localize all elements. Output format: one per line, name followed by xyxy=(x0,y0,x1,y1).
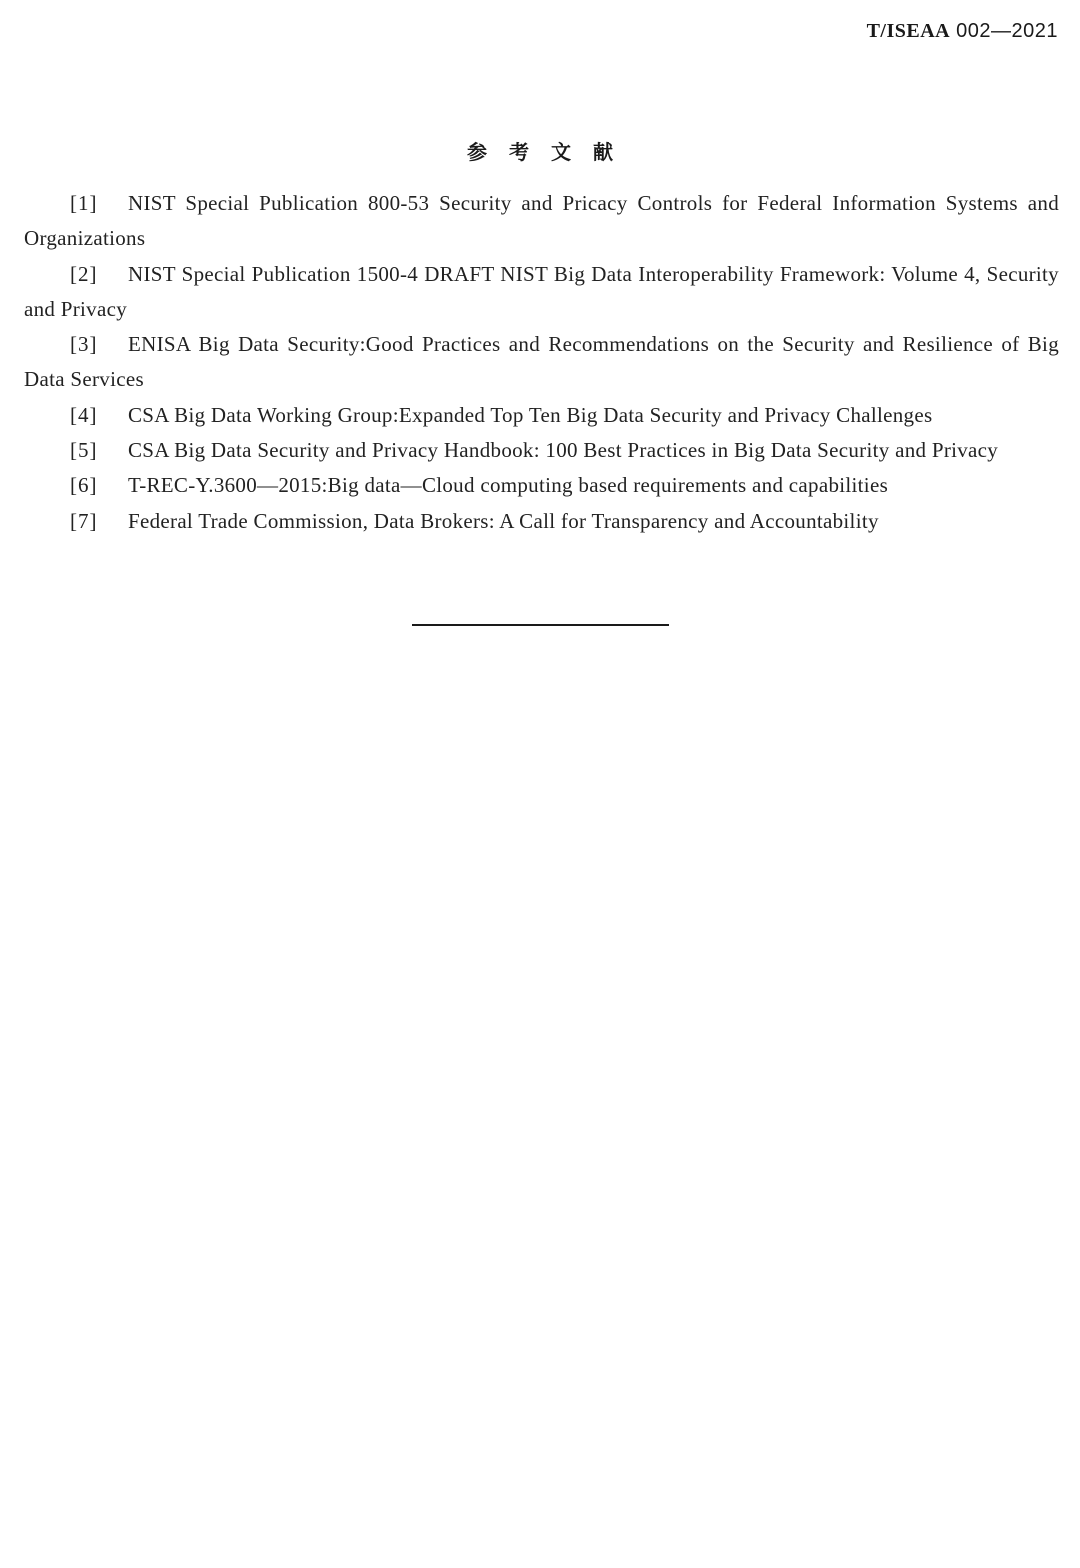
reference-number: [7] xyxy=(70,508,98,533)
reference-number: [3] xyxy=(70,332,98,357)
document-code xyxy=(867,20,1058,43)
reference-number: [4] xyxy=(70,402,98,427)
reference-text: NIST Special Publication 800-53 Security and Pricacy Controls for Federal Information Systems and Organizations xyxy=(24,191,1059,251)
reference-text: CSA Big Data Security and Privacy Handbook: 100 Best Practices in Big Data Security and Privacy xyxy=(128,438,999,463)
reference-item-7 xyxy=(24,504,1059,539)
reference-number: [6] xyxy=(70,473,98,498)
reference-item-6 xyxy=(24,468,1059,503)
reference-item-3 xyxy=(24,327,1059,398)
reference-text: ENISA Big Data Security:Good Practices and Recommendations on the Security and Resilience of Big Data Services xyxy=(24,332,1059,392)
reference-text: Federal Trade Commission, Data Brokers: A Call for Transparency and Accountability xyxy=(128,508,879,533)
reference-item-1 xyxy=(24,186,1059,257)
reference-number: [2] xyxy=(70,261,98,286)
document-code-prefix: T/ISEAA xyxy=(866,20,951,42)
reference-item-5 xyxy=(24,433,1059,468)
end-rule xyxy=(412,624,669,626)
reference-number: [1] xyxy=(70,191,98,215)
reference-text: T-REC-Y.3600—2015:Big data—Cloud computing based requirements and capabilities xyxy=(128,473,889,498)
reference-number: [5] xyxy=(70,438,98,463)
reference-list xyxy=(24,186,1059,539)
reference-item-2 xyxy=(24,257,1059,328)
section-title: 参考文献 xyxy=(467,140,635,164)
document-code-number: 002—2021 xyxy=(956,20,1058,42)
reference-text: NIST Special Publication 1500-4 DRAFT NIST Big Data Interoperability Framework: Volume 4, Security and Privacy xyxy=(24,261,1059,321)
reference-text: CSA Big Data Working Group:Expanded Top Ten Big Data Security and Privacy Challenges xyxy=(128,402,933,427)
reference-item-4 xyxy=(24,398,1059,433)
